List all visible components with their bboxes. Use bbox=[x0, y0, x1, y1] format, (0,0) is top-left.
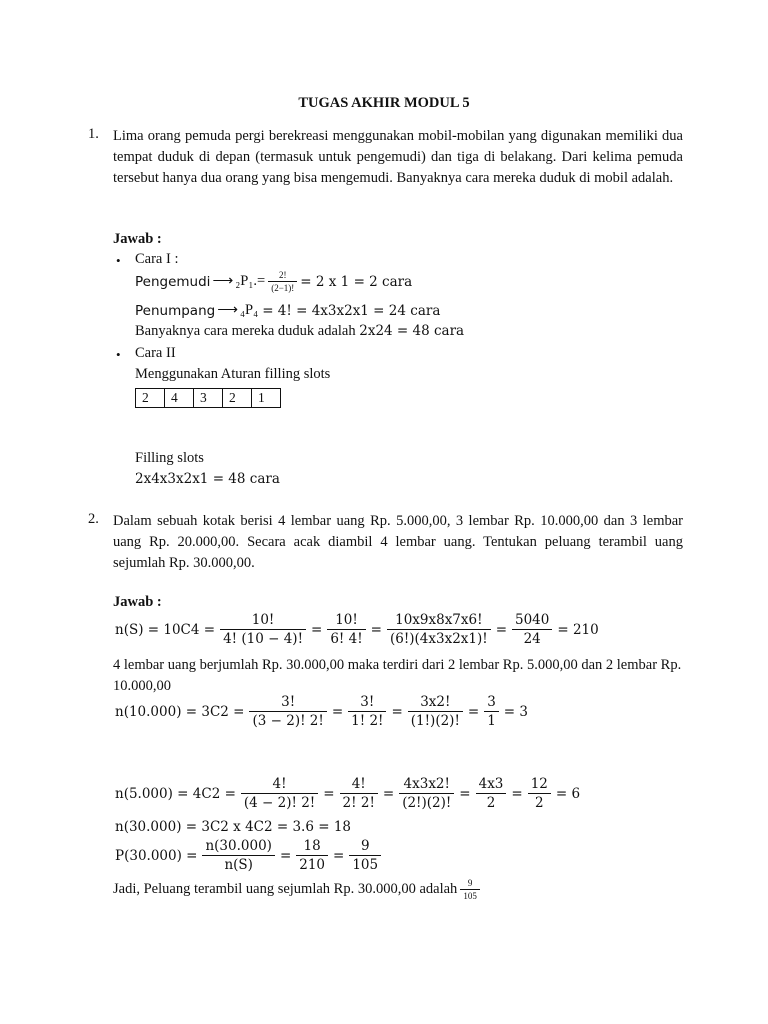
bullet-icon: • bbox=[116, 347, 121, 362]
filling-label: Filling slots bbox=[135, 450, 204, 466]
banyak-text: Banyaknya cara mereka duduk adalah bbox=[135, 323, 356, 339]
n5-result: = 6 bbox=[555, 785, 581, 802]
slot-cell: 2 bbox=[136, 389, 165, 408]
banyak-line bbox=[135, 323, 464, 340]
n30-equation: n(30.000) = 3C2 x 4C2 = 3.6 = 18 bbox=[115, 819, 352, 835]
pengemudi-line bbox=[135, 270, 412, 293]
penumpang-line bbox=[135, 302, 440, 319]
fraction: $\frac{3}{1}$ bbox=[484, 694, 499, 729]
banyak-math: 2x24 = 48 cara bbox=[359, 323, 465, 339]
conclusion-text: Jadi, Peluang terambil uang sejumlah Rp. 30.000,00 adalah bbox=[113, 881, 458, 897]
pengemudi-result: = 2 x 1 = 2 cara bbox=[300, 273, 413, 290]
bullet-icon: • bbox=[116, 253, 121, 268]
fraction: $\frac{4!}{2! 2!}$ bbox=[340, 776, 378, 811]
fraction: $\frac{9}{105}$ bbox=[349, 838, 381, 873]
slot-cell: 3 bbox=[194, 389, 223, 408]
cara2-label: Cara II bbox=[135, 345, 176, 361]
q1-number: 1. bbox=[88, 126, 99, 142]
ns-lhs: n(S) = 10C4 = bbox=[115, 621, 216, 638]
n10-result: = 3 bbox=[503, 703, 528, 720]
fraction: $\frac{10!}{4! (10 - 4)!}$ bbox=[220, 612, 306, 647]
ns-equation: n(S) = 10C4 = $\frac{10!}{4! (10 - 4)!}$ = $\frac{10!}{6! 4!}$ = $\frac{10x9x8x7x6!}{(6!)(4x3x2x1)!}$ = $\frac{5040}{24}$ = 210 bbox=[115, 612, 599, 647]
conclusion-fraction: $\frac{9}{105}$ bbox=[460, 878, 480, 901]
table-row bbox=[136, 389, 281, 408]
fraction: $\frac{10x9x8x7x6!}{(6!)(4x3x2x1)!}$ bbox=[387, 612, 491, 647]
fraction: $\frac{4x3x2!}{(2!)(2)!}$ bbox=[399, 776, 454, 811]
q1-jawab: Jawab : bbox=[113, 231, 162, 247]
fraction: $\frac{5040}{24}$ bbox=[512, 612, 552, 647]
fraction: $\frac{18}{210}$ bbox=[296, 838, 328, 873]
page-title: TUGAS AKHIR MODUL 5 bbox=[298, 95, 470, 111]
q2-text: Dalam sebuah kotak berisi 4 lembar uang Rp. 5.000,00, 3 lembar Rp. 10.000,00 dan 3 lembar uang Rp. 20.000,00. Secara acak diambil 4 lembar uang. Tentukan peluang terambil uang sejumlah Rp. 30.000,00. bbox=[113, 513, 683, 571]
fraction: $\frac{3!}{1! 2!}$ bbox=[348, 694, 386, 729]
slot-cell: 2 bbox=[223, 389, 252, 408]
filling-intro: Menggunakan Aturan filling slots bbox=[135, 366, 331, 382]
slot-cell: 4 bbox=[165, 389, 194, 408]
pengemudi-fraction: $\frac{2!}{(2-1)!}$ bbox=[268, 270, 297, 293]
ns-result: = 210 bbox=[557, 621, 599, 638]
fraction: $\frac{3x2!}{(1!)(2)!}$ bbox=[408, 694, 463, 729]
q2-number: 2. bbox=[88, 511, 99, 527]
n5-equation: n(5.000) = 4C2 = $\frac{4!}{(4 - 2)! 2!}$ = $\frac{4!}{2! 2!}$ = $\frac{4x3x2!}{(2!)(2)!}$ = $\frac{4x3}{2}$ = $\frac{12}{2}$ = 6 bbox=[115, 776, 581, 811]
fraction: $\frac{n(30.000)}{n(S)}$ bbox=[202, 838, 274, 873]
cara1-label: Cara I : bbox=[135, 251, 179, 267]
filling-math: 2x4x3x2x1 = 48 cara bbox=[135, 471, 280, 487]
arrow-icon: ⟶ bbox=[217, 302, 238, 318]
p-equation: P(30.000) = $\frac{n(30.000)}{n(S)}$ = $\frac{18}{210}$ = $\frac{9}{105}$ bbox=[113, 838, 384, 873]
n10-lhs: n(10.000) = 3C2 = bbox=[115, 703, 245, 720]
q2-note: 4 lembar uang berjumlah Rp. 30.000,00 maka terdiri dari 2 lembar Rp. 5.000,00 dan 2 lembar Rp. 10.000,00 bbox=[113, 657, 682, 694]
fraction: $\frac{12}{2}$ bbox=[528, 776, 551, 811]
slot-cell: 1 bbox=[252, 389, 281, 408]
arrow-icon: ⟶ bbox=[212, 273, 234, 289]
pengemudi-label: Pengemudi bbox=[135, 273, 211, 290]
q1-text: Lima orang pemuda pergi berekreasi menggunakan mobil-mobilan yang digunakan memiliki dua tempat duduk di depan (termasuk untuk pengemudi) dan tiga di belakang. Dari kelima pemuda tersebut hanya dua orang yang bisa mengemudi. Banyaknya cara mereka duduk di mobil adalah. bbox=[113, 128, 683, 186]
conclusion-line bbox=[113, 878, 483, 901]
fraction: $\frac{3!}{(3 - 2)! 2!}$ bbox=[249, 694, 326, 729]
n5-lhs: n(5.000) = 4C2 = bbox=[115, 785, 236, 802]
pengemudi-perm: ₂P₁.= bbox=[235, 273, 266, 289]
fraction: $\frac{4!}{(4 - 2)! 2!}$ bbox=[241, 776, 318, 811]
penumpang-label: Penumpang bbox=[135, 302, 216, 319]
penumpang-perm: ₄P₄ bbox=[240, 302, 259, 318]
q2-jawab: Jawab : bbox=[113, 594, 162, 610]
penumpang-result: = 4! = 4x3x2x1 = 24 cara bbox=[262, 302, 441, 319]
fraction: $\frac{4x3}{2}$ bbox=[476, 776, 507, 811]
n10-equation: n(10.000) = 3C2 = $\frac{3!}{(3 - 2)! 2!}$ = $\frac{3!}{1! 2!}$ = $\frac{3x2!}{(1!)(2)!}$ = $\frac{3}{1}$ = 3 bbox=[115, 694, 528, 729]
filling-slots-table bbox=[135, 388, 281, 408]
fraction: $\frac{10!}{6! 4!}$ bbox=[327, 612, 365, 647]
p-lhs: P(30.000) = bbox=[115, 847, 198, 864]
